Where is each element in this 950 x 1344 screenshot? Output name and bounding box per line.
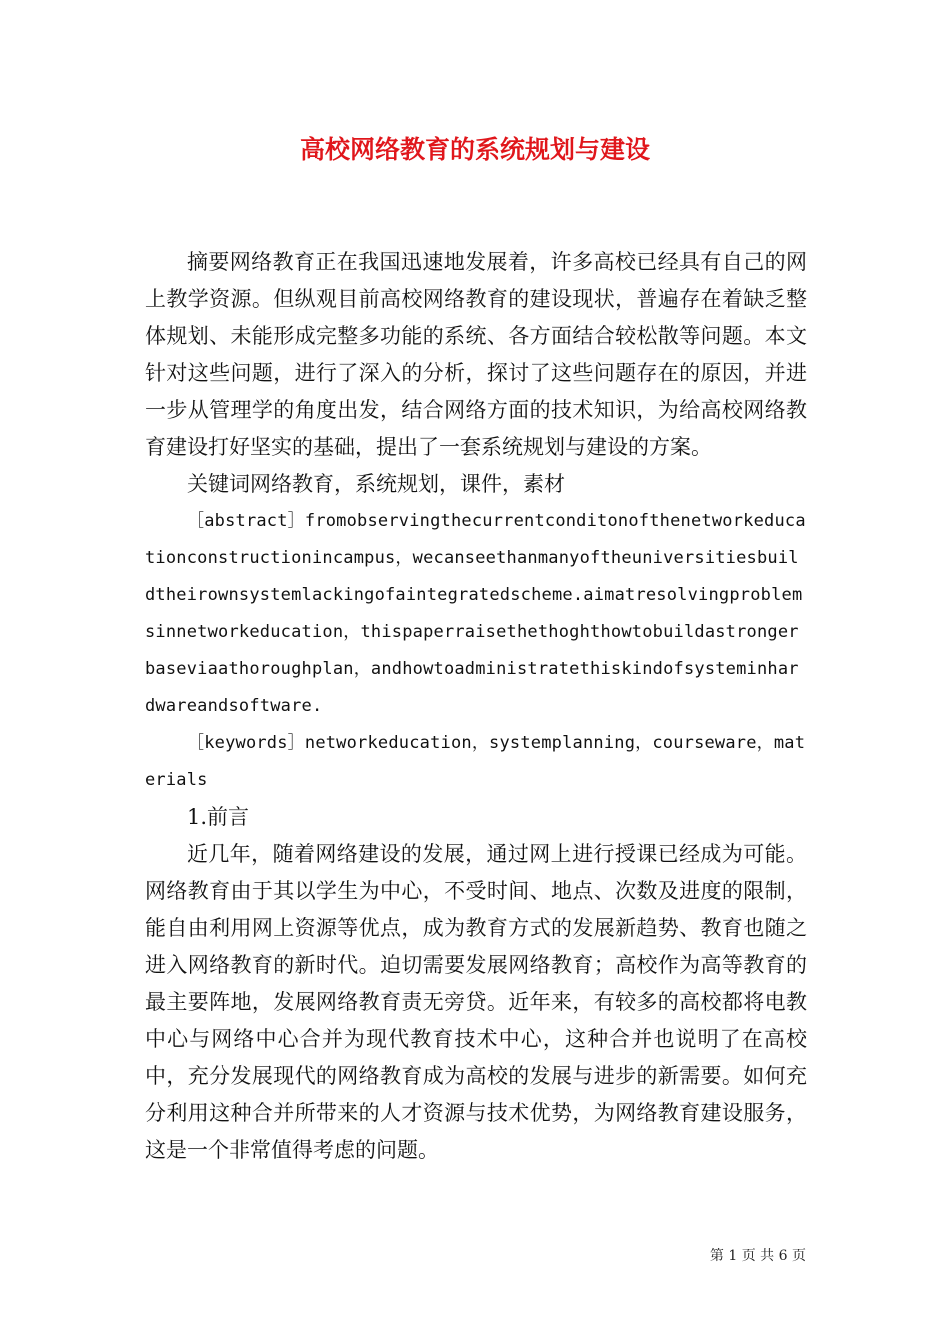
keywords-paragraph: 关键词网络教育，系统规划，课件，素材 xyxy=(187,472,565,496)
document-title: 高校网络教育的系统规划与建设 xyxy=(299,135,650,164)
document-body xyxy=(145,244,807,1169)
keywords-en-paragraph: ［keywords］networkeducation，systemplanning，courseware，materials xyxy=(145,733,806,790)
section-heading: 1.前言 xyxy=(187,805,250,829)
abstract-paragraph: 摘要网络教育正在我国迅速地发展着，许多高校已经具有自己的网上教学资源。但纵观目前高校网络教育的建设现状，普遍存在着缺乏整体规划、未能形成完整多功能的系统、各方面结合较松散等问题。本文针对这些问题，进行了深入的分析，探讨了这些问题存在的原因，并进一步从管理学的角度出发，结合网络方面的技术知识，为给高校网络教育建设打好坚实的基础，提出了一套系统规划与建设的方案。 xyxy=(145,250,807,459)
section-paragraph: 近几年，随着网络建设的发展，通过网上进行授课已经成为可能。网络教育由于其以学生为中心，不受时间、地点、次数及进度的限制，能自由利用网上资源等优点，成为教育方式的发展新趋势、教育也随之进入网络教育的新时代。迫切需要发展网络教育；高校作为高等教育的最主要阵地，发展网络教育责无旁贷。近年来，有较多的高校都将电教中心与网络中心合并为现代教育技术中心，这种合并也说明了在高校中，充分发展现代的网络教育成为高校的发展与进步的新需要。如何充分利用这种合并所带来的人才资源与技术优势，为网络教育建设服务，这是一个非常值得考虑的问题。 xyxy=(145,842,807,1162)
page-number: 第 1 页 共 6 页 xyxy=(709,1248,806,1264)
abstract-en-paragraph: ［abstract］fromobservingthecurrentconditonofthenetworkeducationconstructionincampus，wecanseethanmanyoftheuniversitiesbuildtheirownsystemlackingofaintegratedscheme.aimatresolvingproblemsinnetworkeducation，thispaperraisethethoghthowtobuildastrongerbaseviaathoroughplan，andhowtoadministratethiskindofsysteminhardwareandsoftware. xyxy=(145,511,806,716)
